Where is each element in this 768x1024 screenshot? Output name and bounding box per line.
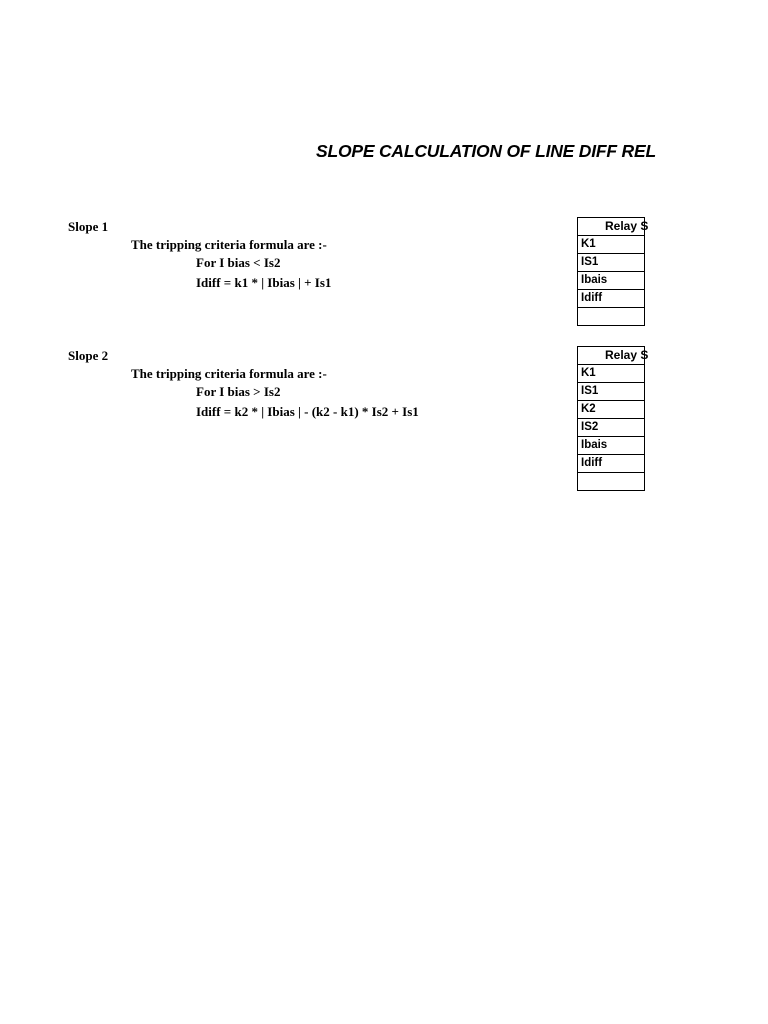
table-cell-is1[interactable]: IS1 [578, 253, 644, 271]
table-cell-empty[interactable] [578, 307, 644, 325]
table-cell-ibais[interactable]: Ibais [578, 271, 644, 289]
table-cell-is2[interactable]: IS2 [578, 418, 644, 436]
table-cell-k2[interactable]: K2 [578, 400, 644, 418]
slope-1-condition: For I bias < Is2 [196, 255, 281, 270]
table-header: Relay S [578, 346, 644, 364]
slope-1-label: Slope 1 [68, 219, 109, 234]
slope-2-label: Slope 2 [68, 348, 109, 363]
table-cell-idiff[interactable]: Idiff [578, 289, 644, 307]
table-cell-k1[interactable]: K1 [578, 364, 644, 382]
table-header: Relay S [578, 217, 644, 235]
slope-2-condition: For I bias > Is2 [196, 384, 281, 399]
slope-2-relay-settings-table [577, 346, 649, 491]
table-cell-ibais[interactable]: Ibais [578, 436, 644, 454]
table-cell-is1[interactable]: IS1 [578, 382, 644, 400]
slope-1-criteria-intro: The tripping criteria formula are :- [131, 237, 327, 252]
slope-2-criteria-intro: The tripping criteria formula are :- [131, 366, 327, 381]
page-title: SLOPE CALCULATION OF LINE DIFF REL [316, 141, 656, 161]
slope-1-formula: Idiff = k1 * | Ibias | + Is1 [196, 275, 332, 290]
table-cell-k1[interactable]: K1 [578, 235, 644, 253]
slope-2-formula: Idiff = k2 * | Ibias | - (k2 - k1) * Is2 + Is1 [196, 404, 419, 419]
slope-1-relay-settings-table [577, 217, 649, 326]
table-cell-empty[interactable] [578, 472, 644, 490]
table-cell-idiff[interactable]: Idiff [578, 454, 644, 472]
